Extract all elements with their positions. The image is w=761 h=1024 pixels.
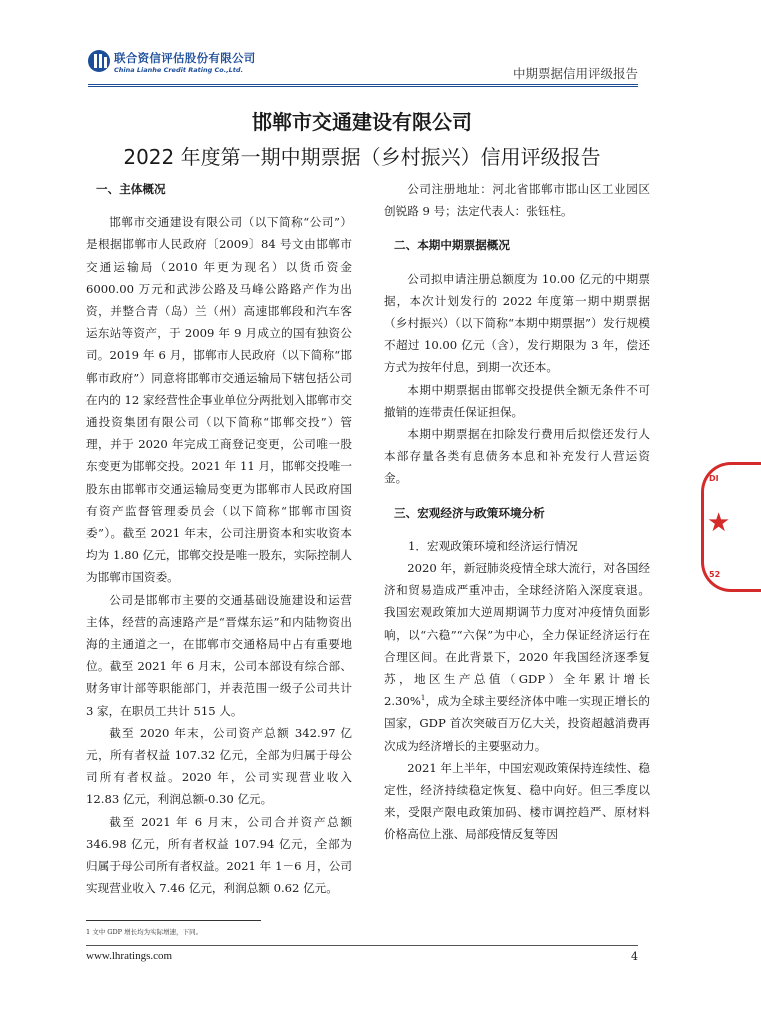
seal-bottom-text: 52: [709, 570, 721, 579]
seal-star-icon: ★: [707, 508, 731, 538]
footnote-divider: [86, 920, 261, 921]
report-title: 邯郸市交通建设有限公司: [252, 110, 472, 134]
company-name-en: China Lianhe Credit Rating Co.,Ltd.: [114, 66, 244, 74]
section-3-paragraph-1: [384, 557, 650, 757]
section-2-paragraph-1: 公司拟申请注册总额度为 10.00 亿元的中期票据，本次计划发行的 2022 年度第一期中期票据（乡村振兴）（以下简称“本期中期票据”）发行规模不超过 10.00 亿元（含），发行期限为 3 年，偿还方式为按年付息，到期一次还本。: [384, 271, 650, 375]
section-1-paragraph-2: 公司是邯郸市主要的交通基础设施建设和运营主体，经营的高速路产是“晋煤东运”和内陆物资出海的主通道之一，在邯郸市交通格局中占有重要地位。截至 2021 年 6 月末，公司本部设有综合部、财务审计部等职能部门，并表范围一级子公司共计 3 家，在职员工共计 515 人。: [86, 592, 352, 718]
official-seal-stamp: [701, 462, 731, 592]
seal-top-text: DI: [709, 474, 719, 483]
section-2-paragraph-2: 本期中期票据由邯郸交投提供全额无条件不可撤销的连带责任保证担保。: [384, 382, 650, 419]
footer-website-link[interactable]: www.lhratings.com: [86, 950, 173, 962]
section-1-paragraph-4: 截至 2021 年 6 月末，公司合并资产总额 346.98 亿元，所有者权益 107.94 亿元，全部为归属于母公司所有者权益。2021 年 1－6 月，公司实现营业收入 7.46 亿元，利润总额 0.62 亿元。: [86, 814, 352, 896]
section-3-paragraph-1-part-a: 2020 年，新冠肺炎疫情全球大流行，对各国经济和贸易造成严重冲击，全球经济陷入深度衰退。我国宏观政策加大逆周期调节力度对冲疫情负面影响，以“六稳”“六保”为中心，全力保证经济运行在合理区间。在此背景下，2020 年我国经济逐季复苏，地区生产总值（GDP）全年累计增长 2.30%: [384, 561, 650, 709]
section-3-subheading: 1．宏观政策环境和经济运行情况: [408, 538, 578, 553]
header-divider-secondary: [88, 86, 638, 87]
company-name-cn: 联合资信评估股份有限公司: [114, 51, 256, 65]
page-number: 4: [631, 950, 638, 963]
report-type-label: 中期票据信用评级报告: [512, 66, 638, 81]
header-divider: [88, 84, 638, 85]
section-1-paragraph-5: 公司注册地址：河北省邯郸市邯山区工业园区创锐路 9 号；法定代表人：张钰柱。: [384, 182, 650, 219]
footnote-text: 1 文中 GDP 增长均为实际增速，下同。: [86, 928, 203, 936]
section-1-heading: 一、主体概况: [96, 182, 166, 196]
left-column: [86, 178, 352, 900]
section-3-paragraph-2: 2021 年上半年，中国宏观政策保持连续性、稳定性，经济持续稳定恢复、稳中向好。但三季度以来，受限产限电政策加码、楼市调控趋严、原材料价格高位上涨、局部疫情反复等因: [384, 760, 650, 842]
right-column: [384, 178, 650, 846]
section-2-heading: 二、本期中期票据概况: [394, 238, 510, 253]
report-subtitle: 2022 年度第一期中期票据（乡村振兴）信用评级报告: [123, 145, 601, 169]
footnote-marker: 1: [420, 694, 426, 703]
section-3-heading: 三、宏观经济与政策环境分析: [394, 505, 545, 520]
section-1-paragraph-1: 邯郸市交通建设有限公司（以下简称“公司”）是根据邯郸市人民政府〔2009〕84 号文由邯郸市交通运输局（2010 年更为现名）以货币资金 6000.00 万元和武涉公路及马峰公路路产作为出资，并整合青（岛）兰（州）高速邯郸段和汽车客运东站等资产，于 2009 年 9 月成立的国有独资公司。2019 年 6 月，邯郸市人民政府（以下简称“邯郸市政府”）同意将邯郸市交通运输局下辖包括公司在内的 12 家经营性企事业单位分两批划入邯郸市交通投资集团有限公司（以下简称“邯郸交投”）管理，并于 2020 年完成工商登记变更，公司唯一股东变更为邯郸交投。2021 年 11 月，邯郸交投唯一股东由邯郸市交通运输局变更为邯郸市人民政府国有资产监督管理委员会（以下简称“邯郸市国资委”）。截至 2021 年末，公司注册资本和实收资本均为 1.80 亿元，邯郸交投是唯一股东，实际控制人为邯郸市国资委。: [86, 215, 352, 585]
section-3-paragraph-1-part-b: ，成为全球主要经济体中唯一实现正增长的国家，GDP 首次突破百万亿大关，投资超越消费再次成为经济增长的主要驱动力。: [384, 694, 650, 753]
company-logo-icon: [88, 50, 110, 72]
section-1-paragraph-3: 截至 2020 年末，公司资产总额 342.97 亿元，所有者权益 107.32 亿元，全部为归属于母公司所有者权益。2020 年，公司实现营业收入 12.83 亿元，利润总额-0.30 亿元。: [86, 725, 352, 807]
footer-divider: [86, 945, 638, 946]
section-2-paragraph-3: 本期中期票据在扣除发行费用后拟偿还发行人本部存量各类有息债务本息和补充发行人营运资金。: [384, 427, 650, 486]
